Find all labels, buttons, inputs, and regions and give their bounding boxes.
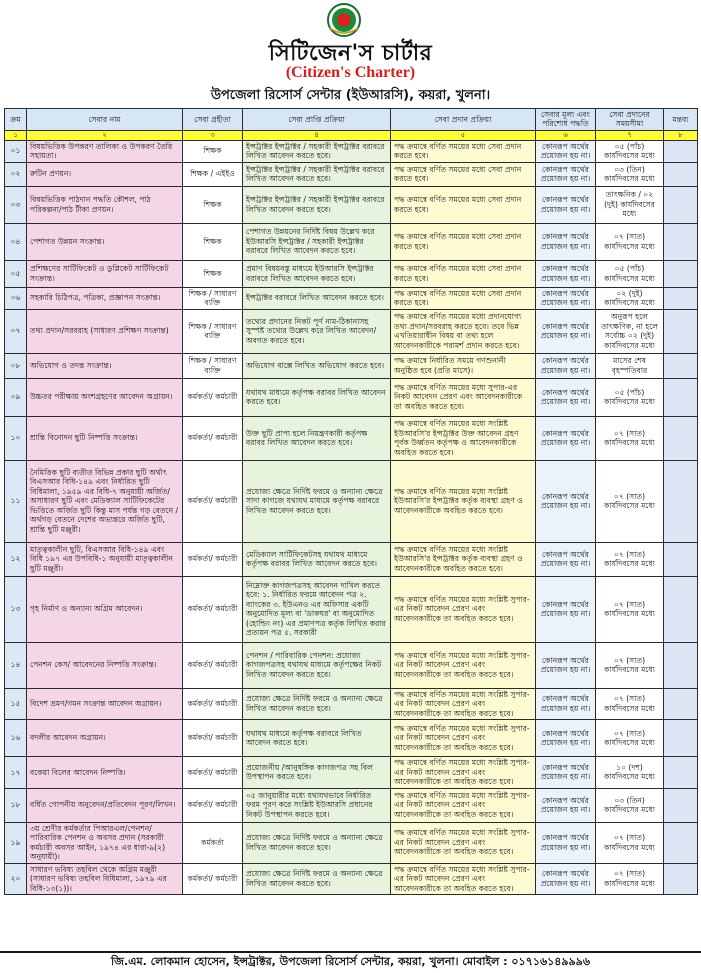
serial-cell: ১৫ — [5, 688, 27, 719]
delivery-process-cell: পদ্ধ ক্রমান্বে বর্ণিত সময়ের মধ্যে সেবা প্রদান করতে হবে। — [391, 223, 536, 260]
time-limit-cell: ০২ (দুই) কার্যদিবসের মধ্যে — [596, 287, 664, 309]
table-row — [5, 186, 698, 223]
column-header-application-process: সেবা প্রাপ্তি প্রক্রিয়া — [243, 109, 391, 131]
remarks-cell — [664, 416, 698, 460]
time-limit-cell: ০৭ (সাত) কার্যদিবসের মধ্যে — [596, 822, 664, 863]
fee-cell: কোনরূপ অর্থের প্রয়োজন হয় না। — [536, 416, 596, 460]
remarks-cell — [664, 287, 698, 309]
table-body — [5, 140, 698, 894]
time-limit-cell: ০৭ (সাত) কার্যদিবসের মধ্যে — [596, 863, 664, 894]
time-limit-cell: ০৭ (সাত) কার্যদিবসের মধ্যে — [596, 542, 664, 576]
service-name-cell: প্রশিক্ষণের সার্টিফিকেট ও ডুপ্লিকেট সার্টিফিকেট সংক্রান্ত। — [27, 260, 183, 287]
recipient-cell: শিক্ষক / সাধারণ ব্যক্তি — [183, 353, 243, 378]
application-process-cell: প্রযোজ্য ক্ষেত্রে নির্দিষ্ট ফরমে ও অন্যান্য ক্ষেত্রে লিখিত আবেদন করতে হবে। — [243, 688, 391, 719]
service-name-cell: পেনশন কেস/ আবেদনের নিষ্পত্তি সংক্রান্ত। — [27, 642, 183, 688]
time-limit-cell: তাৎক্ষনিক / ০২ (দুই) কার্যদিবসের মধ্যে — [596, 186, 664, 223]
table-row — [5, 309, 698, 353]
service-name-cell: বর্ধিত গোপনীয় অনুবেদন/প্রতিবেদন পূরণ/লিখন। — [27, 788, 183, 822]
serial-cell: ০৪ — [5, 223, 27, 260]
serial-cell: ০১ — [5, 140, 27, 162]
time-limit-cell: ০৫ (পাঁচ) কার্যদিবসের মধ্যে — [596, 260, 664, 287]
column-header-serial: ক্রম — [5, 109, 27, 131]
serial-cell: ০৩ — [5, 186, 27, 223]
table-row — [5, 688, 698, 719]
serial-cell: ১৪ — [5, 642, 27, 688]
remarks-cell — [664, 353, 698, 378]
recipient-cell: কর্মকর্তা/ কর্মচারী — [183, 378, 243, 416]
application-process-cell: ইন্সট্রাক্টর ইন্সট্রাক্টর / সহকারী ইন্সট্রাক্টর বরাবরে লিখিত আবেদন করতে হবে। — [243, 186, 391, 223]
table-row — [5, 353, 698, 378]
delivery-process-cell: পদ্ধ ক্রমান্বে নির্ধারিত সময়ে গণশুনানী অনুষ্ঠিত হবে (প্রতি মাসে)। — [391, 353, 536, 378]
recipient-cell: শিক্ষক — [183, 140, 243, 162]
charter-title-bangla: সিটিজেন'স চার্টার — [268, 41, 433, 66]
table-row — [5, 223, 698, 260]
application-process-cell: প্রমাণ বিষয়বস্তু মাধ্যমে ইউআরসি ইন্সট্রাক্টর বরাবরে লিখিত আবেদন করতে হবে। — [243, 260, 391, 287]
recipient-cell: কর্মকর্তা/ কর্মচারী — [183, 863, 243, 894]
time-limit-cell: ০৫ (পাঁচ) কার্যদিবসের মধ্যে — [596, 140, 664, 162]
column-number: ৬ — [536, 130, 596, 140]
delivery-process-cell: পদ্ধ ক্রমান্বে বর্ণিত সময়ের মধ্যে সংশ্লিষ্ট সুপার-এর নিকট আবেদন প্রেরণ এবং আবেদনকারীকে তা অবহিত করতে হবে। — [391, 688, 536, 719]
fee-cell: কোনরূপ অর্থের প্রয়োজন হয় না। — [536, 140, 596, 162]
application-process-cell: নিম্নোক্ত কাগজপত্রসহ আবেদন দাখিল করতে হবে: ১. নির্ধারিত ফরমে আবেদন পত্র ২. ব্যাংকের ৩. ইউএনও এর অফিসার একটি অনুমোদিত মূল্য বা 'ডাকঘর' বা অনুমোদিত (হোল্ডিং নং) এর প্রমাণপত্র কর্তৃক লিখিত করার প্রত্যয়ন পত্র ৫. সরকারী — [243, 576, 391, 642]
fee-cell: কোনরূপ অর্থের প্রয়োজন হয় না। — [536, 863, 596, 894]
column-header-delivery-process: সেবা প্রদান প্রক্রিয়া — [391, 109, 536, 131]
fee-cell: কোনরূপ অর্থের প্রয়োজন হয় না। — [536, 720, 596, 757]
delivery-process-cell: পদ্ধ ক্রমান্বে বর্ণিত সময়ের মধ্যে সেবা প্রদান করতে হবে। — [391, 162, 536, 186]
service-name-cell: নৈমিত্তিক ছুটি ব্যতীত বিভিন্ন প্রকার ছুটি অর্থাৎ বিএসআর বিধি-১৪৯ এবং নির্ধারিত ছুটি বিধিমালা, ১৯৫৯ এর বিধি-৭ অনুযায়ী অর্জিত/ অসাধারণ ছুটি এবং মেডিক্যাল সার্টিফিকেটের ভিত্তিতে অর্জিত ছুটি কিন্তু মাস পর্যন্ত গড় বেতনে /অর্থগড় বেতনে দেশের অভ্যন্তরে অর্জিত ছুটি, শ্রান্তি ছুটি মঞ্জুরী। — [27, 460, 183, 542]
time-limit-cell: ১০ (দশ) কার্যদিবসের মধ্যে — [596, 757, 664, 788]
fee-cell: কোনরূপ অর্থের প্রয়োজন হয় না। — [536, 788, 596, 822]
fee-cell: কোনরূপ অর্থের প্রয়োজন হয় না। — [536, 688, 596, 719]
fee-cell: কোনরূপ অর্থের প্রয়োজন হয় না। — [536, 378, 596, 416]
service-name-cell: বদলীর আবেদন অগ্রায়ন। — [27, 720, 183, 757]
service-name-cell: পেশাগত উন্নয়ন সংক্রান্ত। — [27, 223, 183, 260]
recipient-cell: শিক্ষক / সাধারণ ব্যক্তি — [183, 309, 243, 353]
serial-cell: ০৭ — [5, 309, 27, 353]
remarks-cell — [664, 162, 698, 186]
application-process-cell: প্রযোজ্য ক্ষেত্রে নির্দিষ্ট ফরমে ও অন্যান্য ক্ষেত্রে লিখিত আবেদন করতে হবে। — [243, 863, 391, 894]
service-name-cell: ৩য় শ্রেণীর কর্মকর্তার পিআরএল/পেনশন/পারিবারিক পেনশন ও অবসর প্রদান (সরকারী কর্মচারী অবসর আইন, ১৯৭৪ এর ধারা-৯(২) অনুযায়ী)। — [27, 822, 183, 863]
recipient-cell: কর্মকর্তা/ কর্মচারী — [183, 788, 243, 822]
remarks-cell — [664, 260, 698, 287]
application-process-cell: মেডিক্যাল সার্টিফিকেটসহ যথাযথ মাধ্যমে কর্তৃপক্ষ বরাবর লিখিত আবেদন করতে হবে। — [243, 542, 391, 576]
serial-cell: ০৯ — [5, 378, 27, 416]
recipient-cell: শিক্ষক — [183, 186, 243, 223]
column-header-service-name: সেবার নাম — [27, 109, 183, 131]
column-number: ৭ — [596, 130, 664, 140]
delivery-process-cell: পদ্ধ ক্রমান্বে বর্ণিত সময়ের মধ্যে সংশ্লিষ্ট সুপার-এর নিকট আবেদন প্রেরণ এবং আবেদনকারীকে তা অবহিত করতে হবে। — [391, 863, 536, 894]
table-row — [5, 416, 698, 460]
service-name-cell: বিষয়ভিত্তিক উপকরণ তালিকা ও উপকরণ তৈরি সহায়তা। — [27, 140, 183, 162]
government-seal-icon — [322, 2, 366, 38]
service-name-cell: শ্রান্তি বিনোদন ছুটি নিষ্পত্তি সংক্রান্ত। — [27, 416, 183, 460]
page-header — [0, 0, 701, 108]
time-limit-cell: ০৭ (সাত) কার্যদিবসের মধ্যে — [596, 720, 664, 757]
recipient-cell: শিক্ষক / এইইও — [183, 162, 243, 186]
time-limit-cell: ০৭ (সাত) কার্যদিবসের মধ্যে — [596, 460, 664, 542]
recipient-cell: কর্মকর্তা/ কর্মচারী — [183, 757, 243, 788]
application-process-cell: ০৫ জানুয়ারীর মধ্যে যথাযথভাবে নির্ধারিত ফরম পূরণ করে সংশ্লিষ্ট ইউআরসি প্রধানের নিকট উপস্থাপন করতে হবে। — [243, 788, 391, 822]
application-process-cell: যথাযথ মাধ্যমে কর্তৃপক্ষ বরাবর লিখিত আবেদন করতে হবে। — [243, 378, 391, 416]
serial-cell: ১৯ — [5, 822, 27, 863]
delivery-process-cell: পদ্ধ ক্রমান্বে বর্ণিত সময়ের মধ্যে সংশ্লিষ্ট ইউআরসি'র ইন্সট্রাক্টর উক্ত আবেদন গ্রহণ পূর্বক উর্ধ্বতন কর্তৃপক্ষ ও আবেদনকারীকে অবহিত করতে হবে। — [391, 416, 536, 460]
application-process-cell: ইন্সট্রাক্টর বরাবরে লিখিত আবেদন করতে হবে। — [243, 287, 391, 309]
fee-cell: কোনরূপ অর্থের প্রয়োজন হয় না। — [536, 642, 596, 688]
application-process-cell: প্রয়োজনীয় /আনুষঙ্গিক কাগজপত্র সহ বিল উপস্থাপন করতে হবে। — [243, 757, 391, 788]
table-row — [5, 863, 698, 894]
delivery-process-cell: পদ্ধ ক্রমান্বে বর্ণিত সময়ের মধ্যে সংশ্লিষ্ট ইউআরসি'র ইন্সট্রাক্টর কর্তৃক ব্যবস্থা গ্রহণ ও আবেদনকারীকে অবহিত করতে হবে। — [391, 460, 536, 542]
time-limit-cell: ০৭ (সাত) কার্যদিবসের মধ্যে — [596, 688, 664, 719]
delivery-process-cell: পদ্ধ ক্রমান্বে বর্ণিত সময়ের মধ্যে সংশ্লিষ্ট সুপার-এর নিকট আবেদন প্রেরণ এবং আবেদনকারীকে তা অবহিত করতে হবে। — [391, 576, 536, 642]
table-row — [5, 576, 698, 642]
column-number: ৮ — [664, 130, 698, 140]
serial-cell: ১৩ — [5, 576, 27, 642]
recipient-cell: শিক্ষক — [183, 260, 243, 287]
time-limit-cell: ০৩ (তিন) কার্যদিবসের মধ্যে — [596, 162, 664, 186]
time-limit-cell: ০৭ (সাত) কার্যদিবসের মধ্যে — [596, 576, 664, 642]
table-row — [5, 642, 698, 688]
application-process-cell: পেশাগত উন্নয়নের নির্দিষ্ট বিষয় উল্লেখ করে ইউআরসি ইন্সট্রাক্টর / সহকারী ইন্সট্রাক্টর বরাবরে লিখিত আবেদন করতে হবে। — [243, 223, 391, 260]
serial-cell: ০৫ — [5, 260, 27, 287]
time-limit-cell: ০৫ (পাঁচ) কার্যদিবসের মধ্যে — [596, 378, 664, 416]
serial-cell: ০২ — [5, 162, 27, 186]
office-subtitle: উপজেলা রিসোর্স সেন্টার (ইউআরসি), কয়রা, খুলনা। — [210, 88, 491, 103]
recipient-cell: কর্মকর্তা/ কর্মচারী — [183, 720, 243, 757]
fee-cell: কোনরূপ অর্থের প্রয়োজন হয় না। — [536, 287, 596, 309]
application-process-cell: ইন্সট্রাক্টর ইন্সট্রাক্টর / সহকারী ইন্সট্রাক্টর বরাবরে লিখিত আবেদন করতে হবে। — [243, 140, 391, 162]
delivery-process-cell: পদ্ধ ক্রমান্বে বর্ণিত সময়ের মধ্যে সংশ্লিষ্ট সুপার-এর নিকট আবেদন প্রেরণ এবং আবেদনকারীকে তা অবহিত করতে হবে। — [391, 757, 536, 788]
remarks-cell — [664, 688, 698, 719]
table-row — [5, 720, 698, 757]
fee-cell: কোনরূপ অর্থের প্রয়োজন হয় না। — [536, 223, 596, 260]
delivery-process-cell: পদ্ধ ক্রমান্বে বর্ণিত সময়ের মধ্যে সুপার-এর নিকট আবেদন প্রেরণ এবং আবেদনকারীকে তা অবহিত করতে হবে। — [391, 378, 536, 416]
delivery-process-cell: পদ্ধ ক্রমান্বে বর্ণিত সময়ের মধ্যে সংশ্লিষ্ট সুপার-এর নিকট আবেদন প্রেরণ এবং আবেদনকারীকে তা অবহিত করতে হবে। — [391, 642, 536, 688]
application-process-cell: ইন্সট্রাক্টর ইন্সট্রাক্টর / সহকারী ইন্সট্রাক্টর বরাবরে লিখিত আবেদন করতে হবে। — [243, 162, 391, 186]
serial-cell: ১৮ — [5, 788, 27, 822]
serial-cell: ১০ — [5, 416, 27, 460]
remarks-cell — [664, 720, 698, 757]
remarks-cell — [664, 542, 698, 576]
remarks-cell — [664, 140, 698, 162]
service-name-cell: গৃহ নির্মাণ ও অন্যান্য অগ্রিম আবেদন। — [27, 576, 183, 642]
citizen-charter-table — [4, 108, 698, 895]
remarks-cell — [664, 223, 698, 260]
delivery-process-cell: পদ্ধ ক্রমান্বে বর্ণিত সময়ের মধ্যে সংশ্লিষ্ট সুপার-এর নিকট আবেদন প্রেরণ এবং আবেদনকারীকে তা অবহিত করতে হবে। — [391, 788, 536, 822]
table-row — [5, 140, 698, 162]
remarks-cell — [664, 378, 698, 416]
recipient-cell: কর্মকর্তা/ কর্মচারী — [183, 576, 243, 642]
remarks-cell — [664, 757, 698, 788]
serial-cell: ১৭ — [5, 757, 27, 788]
serial-cell: ০৬ — [5, 287, 27, 309]
service-name-cell: বিষয়ভিত্তিক পাঠদান পদ্ধতি কৌশল, পাঠ পরিকল্পনা/পাঠ টীকা প্রণয়ন। — [27, 186, 183, 223]
serial-cell: ১৬ — [5, 720, 27, 757]
fee-cell: কোনরূপ অর্থের প্রয়োজন হয় না। — [536, 576, 596, 642]
fee-cell: কোনরূপ অর্থের প্রয়োজন হয় না। — [536, 162, 596, 186]
remarks-cell — [664, 822, 698, 863]
serial-cell: ০৮ — [5, 353, 27, 378]
table-row — [5, 378, 698, 416]
application-process-cell: তথ্যের প্রদানের নিকট পূর্ণ নাম-ঠিকানাসহ সুস্পষ্ট তথ্যের উল্লেখ করে লিখিত আবেদন/অবগত করতে হবে। — [243, 309, 391, 353]
delivery-process-cell: পদ্ধ ক্রমান্বে বর্ণিত সময়ের মধ্যে সংশ্লিষ্ট সুপার-এর নিকট আবেদন প্রেরণ এবং আবেদনকারীকে তা অবহিত করতে হবে। — [391, 720, 536, 757]
remarks-cell — [664, 642, 698, 688]
remarks-cell — [664, 460, 698, 542]
recipient-cell: কর্মকর্তা/ কর্মচারী — [183, 460, 243, 542]
recipient-cell: কর্মকর্তা/ কর্মচারী — [183, 542, 243, 576]
service-name-cell: রুটিন প্রণয়ন। — [27, 162, 183, 186]
remarks-cell — [664, 576, 698, 642]
column-header-fee: সেবার মূল্য এবং পরিশোধ পদ্ধতি — [536, 109, 596, 131]
delivery-process-cell: পদ্ধ ক্রমান্বে বর্ণিত সময়ের মধ্যে সেবা প্রদান করতে হবে। — [391, 186, 536, 223]
fee-cell: কোনরূপ অর্থের প্রয়োজন হয় না। — [536, 822, 596, 863]
time-limit-cell: ০৩ (তিন) কার্যদিবসের মধ্যে — [596, 788, 664, 822]
remarks-cell — [664, 788, 698, 822]
remarks-cell — [664, 186, 698, 223]
serial-cell: ১১ — [5, 460, 27, 542]
column-header-remarks: মন্তব্য — [664, 109, 698, 131]
column-number-row — [5, 130, 698, 140]
delivery-process-cell: পদ্ধ ক্রমান্বে বর্ণিত সময়ের মধ্যে প্রদানযোগ্য তথ্য প্রদান/সরবরাহ করতে হবে। তবে ভিন্ন এখতিয়ারাধীন বিষয় বা তথ্য হলে আবেদনকারীকে পরামর্শ প্রদান করতে হবে। — [391, 309, 536, 353]
fee-cell: কোনরূপ অর্থের প্রয়োজন হয় না। — [536, 353, 596, 378]
delivery-process-cell: পদ্ধ ক্রমান্বে বর্ণিত সময়ের মধ্যে সেবা প্রদান করতে হবে। — [391, 287, 536, 309]
service-name-cell: বিদেশ ভ্রমণ/গমন সংক্রান্ত আবেদন অগ্রায়ন। — [27, 688, 183, 719]
service-name-cell: সহকারি চিঠিপত্র, পত্রিকা, প্রজ্ঞাপন সংক্রান্ত। — [27, 287, 183, 309]
application-process-cell: উক্ত ছুটি প্রাপ্য হলে নিয়ন্ত্রণকারী কর্তৃপক্ষ বরাবর লিখিত আবেদন করতে হবে। — [243, 416, 391, 460]
service-name-cell: মাতৃত্বকালীন ছুটি, বিএসআর বিধি-১৪৯ এবং বিধি ১৯৭ এর উপবিধি-১ অনুযায়ী মাতৃত্বকালীন ছুটি মঞ্জুরী। — [27, 542, 183, 576]
serial-cell: ২০ — [5, 863, 27, 894]
application-process-cell: অভিযোগ বাক্সে লিখিত অভিযোগ করতে হবে। — [243, 353, 391, 378]
time-limit-cell: অনুরূপ হলে তাৎক্ষণিক, না হলে সর্বোচ্চ ০২ (দুই) কার্যদিবসের মধ্যে — [596, 309, 664, 353]
recipient-cell: শিক্ষক / সাধারণ ব্যক্তি — [183, 287, 243, 309]
application-process-cell: পেনশন / পারিবারিক পেনশন: প্রযোজ্য কাগজপত্রসহ যথাযথ মাধ্যমে কর্তৃপক্ষের নিকট লিখিত আবেদন করতে হবে। — [243, 642, 391, 688]
time-limit-cell: ০৭ (সাত) কার্যদিবসের মধ্যে — [596, 223, 664, 260]
table-row — [5, 460, 698, 542]
recipient-cell: কর্মকর্তা/ কর্মচারী — [183, 416, 243, 460]
application-process-cell: প্রযোজ্য ক্ষেত্রে নির্দিষ্ট ফরমে ও অন্যান্য ক্ষেত্রে সাদা কাগজে যথাযথ মাধ্যমে কর্তৃপক্ষ বরাবরে লিখিত আবেদন করতে হবে। — [243, 460, 391, 542]
serial-cell: ১২ — [5, 542, 27, 576]
table-row — [5, 260, 698, 287]
table-row — [5, 287, 698, 309]
application-process-cell: যথাযথ মাধ্যমে কর্তৃপক্ষ বরাবরে লিখিত আবেদন করতে হবে। — [243, 720, 391, 757]
fee-cell: কোনরূপ অর্থের প্রয়োজন হয় না। — [536, 309, 596, 353]
column-number: ৩ — [183, 130, 243, 140]
remarks-cell — [664, 309, 698, 353]
table-row — [5, 542, 698, 576]
column-header-recipient: সেবা গ্রহীতা — [183, 109, 243, 131]
column-number: ৪ — [243, 130, 391, 140]
column-number: ২ — [27, 130, 183, 140]
time-limit-cell: মাসের শেষ বৃহস্পতিবার — [596, 353, 664, 378]
recipient-cell: কর্মকর্তা/ কর্মচারী — [183, 688, 243, 719]
fee-cell: কোনরূপ অর্থের প্রয়োজন হয় না। — [536, 186, 596, 223]
delivery-process-cell: পদ্ধ ক্রমান্বে বর্ণিত সময়ের মধ্যে সেবা প্রদান করতে হবে। — [391, 140, 536, 162]
recipient-cell: কর্মকর্তা — [183, 822, 243, 863]
remarks-cell — [664, 863, 698, 894]
fee-cell: কোনরূপ অর্থের প্রয়োজন হয় না। — [536, 542, 596, 576]
table-row — [5, 757, 698, 788]
delivery-process-cell: পদ্ধ ক্রমান্বে বর্ণিত সময়ের মধ্যে সংশ্লিষ্ট সুপার-এর নিকট আবেদন প্রেরণ এবং আবেদনকারীকে তা অবহিত করতে হবে। — [391, 822, 536, 863]
delivery-process-cell: পদ্ধ ক্রমান্বে বর্ণিত সময়ের মধ্যে সংশ্লিষ্ট ইউআরসি'র ইন্সট্রাক্টর কর্তৃক ব্যবস্থা গ্রহণ ও আবেদনকারীকে অবহিত করতে হবে। — [391, 542, 536, 576]
table-header-row — [5, 109, 698, 131]
column-header-time-limit: সেবা প্রদানের সময়সীমা — [596, 109, 664, 131]
column-number: ৫ — [391, 130, 536, 140]
time-limit-cell: ০৭ (সাত) কার্যদিবসের মধ্যে — [596, 642, 664, 688]
fee-cell: কোনরূপ অর্থের প্রয়োজন হয় না। — [536, 260, 596, 287]
table-row — [5, 822, 698, 863]
delivery-process-cell: পদ্ধ ক্রমান্বে বর্ণিত সময়ের মধ্যে সেবা প্রদান করতে হবে। — [391, 260, 536, 287]
time-limit-cell: ০৭ (সাত) কার্যদিবসের মধ্যে — [596, 416, 664, 460]
fee-cell: কোনরূপ অর্থের প্রয়োজন হয় না। — [536, 757, 596, 788]
fee-cell: কোনরূপ অর্থের প্রয়োজন হয় না। — [536, 460, 596, 542]
service-name-cell: তথ্য প্রদান/সরবরাহ (সাধারণ প্রশিক্ষণ সংক্রান্ত) — [27, 309, 183, 353]
column-number: ১ — [5, 130, 27, 140]
footer-contact: জি.এম. লোকমান হোসেন, ইন্সট্রাক্টর, উপজেলা রিসোর্স সেন্টার, কয়রা, খুলনা। মোবাইল : ০১৭১৬১৪৯৯৯৬ — [0, 951, 701, 973]
application-process-cell: প্রযোজ্য ক্ষেত্রে নির্দিষ্ট ফরমে ও অন্যান্য ক্ষেত্রে লিখিত আবেদন করতে হবে। — [243, 822, 391, 863]
service-name-cell: বকেয়া বিলের আবেদন নিষ্পত্তি। — [27, 757, 183, 788]
service-name-cell: অভিযোগ ও তদন্ত সংক্রান্ত। — [27, 353, 183, 378]
charter-title-english: (Citizen's Charter) — [285, 64, 416, 81]
service-name-cell: সাধারণ ভবিষ্য তহবিল থেকে অগ্রিম মঞ্জুরী (সাধারণ ভবিষ্য তহবিল বিধিমালা, ১৯৭৯ এর বিধি-১৩(১))। — [27, 863, 183, 894]
table-row — [5, 162, 698, 186]
recipient-cell: শিক্ষক — [183, 223, 243, 260]
service-name-cell: উচ্চতর পরীক্ষায় অংশগ্রহণের আবেদন অগ্রায়ন। — [27, 378, 183, 416]
table-row — [5, 788, 698, 822]
recipient-cell: কর্মকর্তা/ কর্মচারী — [183, 642, 243, 688]
